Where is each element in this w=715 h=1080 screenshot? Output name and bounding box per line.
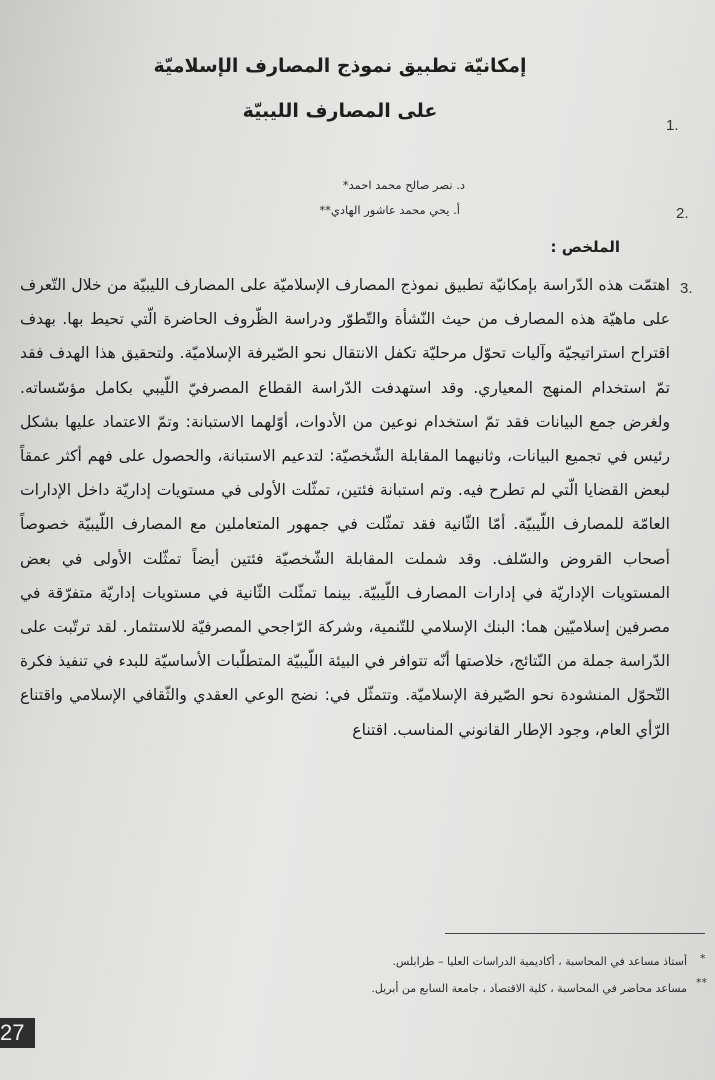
margin-number-3: 3. (680, 280, 693, 297)
abstract-body (20, 268, 670, 747)
margin-number-1: 1. (666, 117, 679, 134)
footnote-1: أستاذ مساعد في المحاسبة ، أكاديمية الدراسات العليا – طرابلس. (392, 955, 687, 968)
page-number: 27 (0, 1018, 35, 1048)
footnote-mark-1: * (700, 952, 706, 965)
title-line-1: إمكانيّة تطبيق نموذج المصارف الإسلاميّة (153, 55, 527, 77)
footnote-2: مساعد محاضر في المحاسبة ، كلية الاقتصاد ، جامعة السابع من أبريل. (371, 982, 687, 995)
author-1: د. نصر صالح محمد احمد* (342, 178, 465, 192)
margin-number-2: 2. (676, 205, 689, 222)
footnote-separator (445, 933, 705, 934)
footnote-mark-2: ** (696, 976, 707, 989)
title-line-2: على المصارف الليبيّة (242, 100, 438, 122)
abstract-heading: الملخص : (550, 238, 620, 256)
author-2: أ. يحي محمد عاشور الهادي** (319, 203, 460, 217)
abstract-paragraph: اهتمّت هذه الدّراسة بإمكانيّة تطبيق نموذج المصارف الإسلاميّة على المصارف الليبيّة من خلال التّعرف على ماهيّة هذه المصارف من حيث النّشأة والتّطوّر ودراسة الظّروف الحاضرة الّتي تحيط بها. بهدف اقتراح استراتيجيّة وآليات تحوّل مرحليّة تكفل الانتقال نحو الصّيرفة الإسلاميّة. ولتحقيق هذا الهدف فقد تمّ استخدام المنهج المعياري. وقد استهدفت الدّراسة القطاع المصرفيّ اللّيبي بكامل مؤسّساته. ولغرض جمع البيانات فقد تمّ استخدام نوعين من الأدوات، أوّلهما الاستبانة: وتمّ الاعتماد عليها بشكل رئيس في تجميع البيانات، وثانيهما المقابلة الشّخصيّة: لتدعيم الاستبانة، والحصول على فهم أكثر عمقاً لبعض القضايا الّتي لم تطرح فيه. وتم استبانة فئتين، تمثّلت الأولى في مستويات إداريّة داخل الإدارات العامّة للمصارف اللّيبيّة. أمّا الثّانية فقد تمثّلت في جمهور المتعاملين مع المصارف اللّيبيّة خصوصاً أصحاب القروض والسّلف. وقد شملت المقابلة الشّخصيّة فئتين أيضاً تمثّلت الأولى في بعض المستويات الإداريّة في إدارات المصارف اللّيبيّة. بينما تمثّلت الثّانية في مستويات إداريّة متفرّقة في مصرفين إسلاميّين هما: البنك الإسلامي للتّنمية، وشركة الرّاجحي المصرفيّة للاستثمار. لقد ترتّبت على الدّراسة جملة من النّتائج، خلاصتها أنّه تتوافر في البيئة اللّيبيّة المتطلّبات الأساسيّة للبدء في تنفيذ فكرة التّحوّل المنشودة نحو الصّيرفة الإسلاميّة. وتتمثّل في: نضج الوعي العقدي والثّقافي الإسلامي واقتناع الرّأي العام، وجود الإطار القانوني المناسب. اقتناع (20, 276, 670, 739)
